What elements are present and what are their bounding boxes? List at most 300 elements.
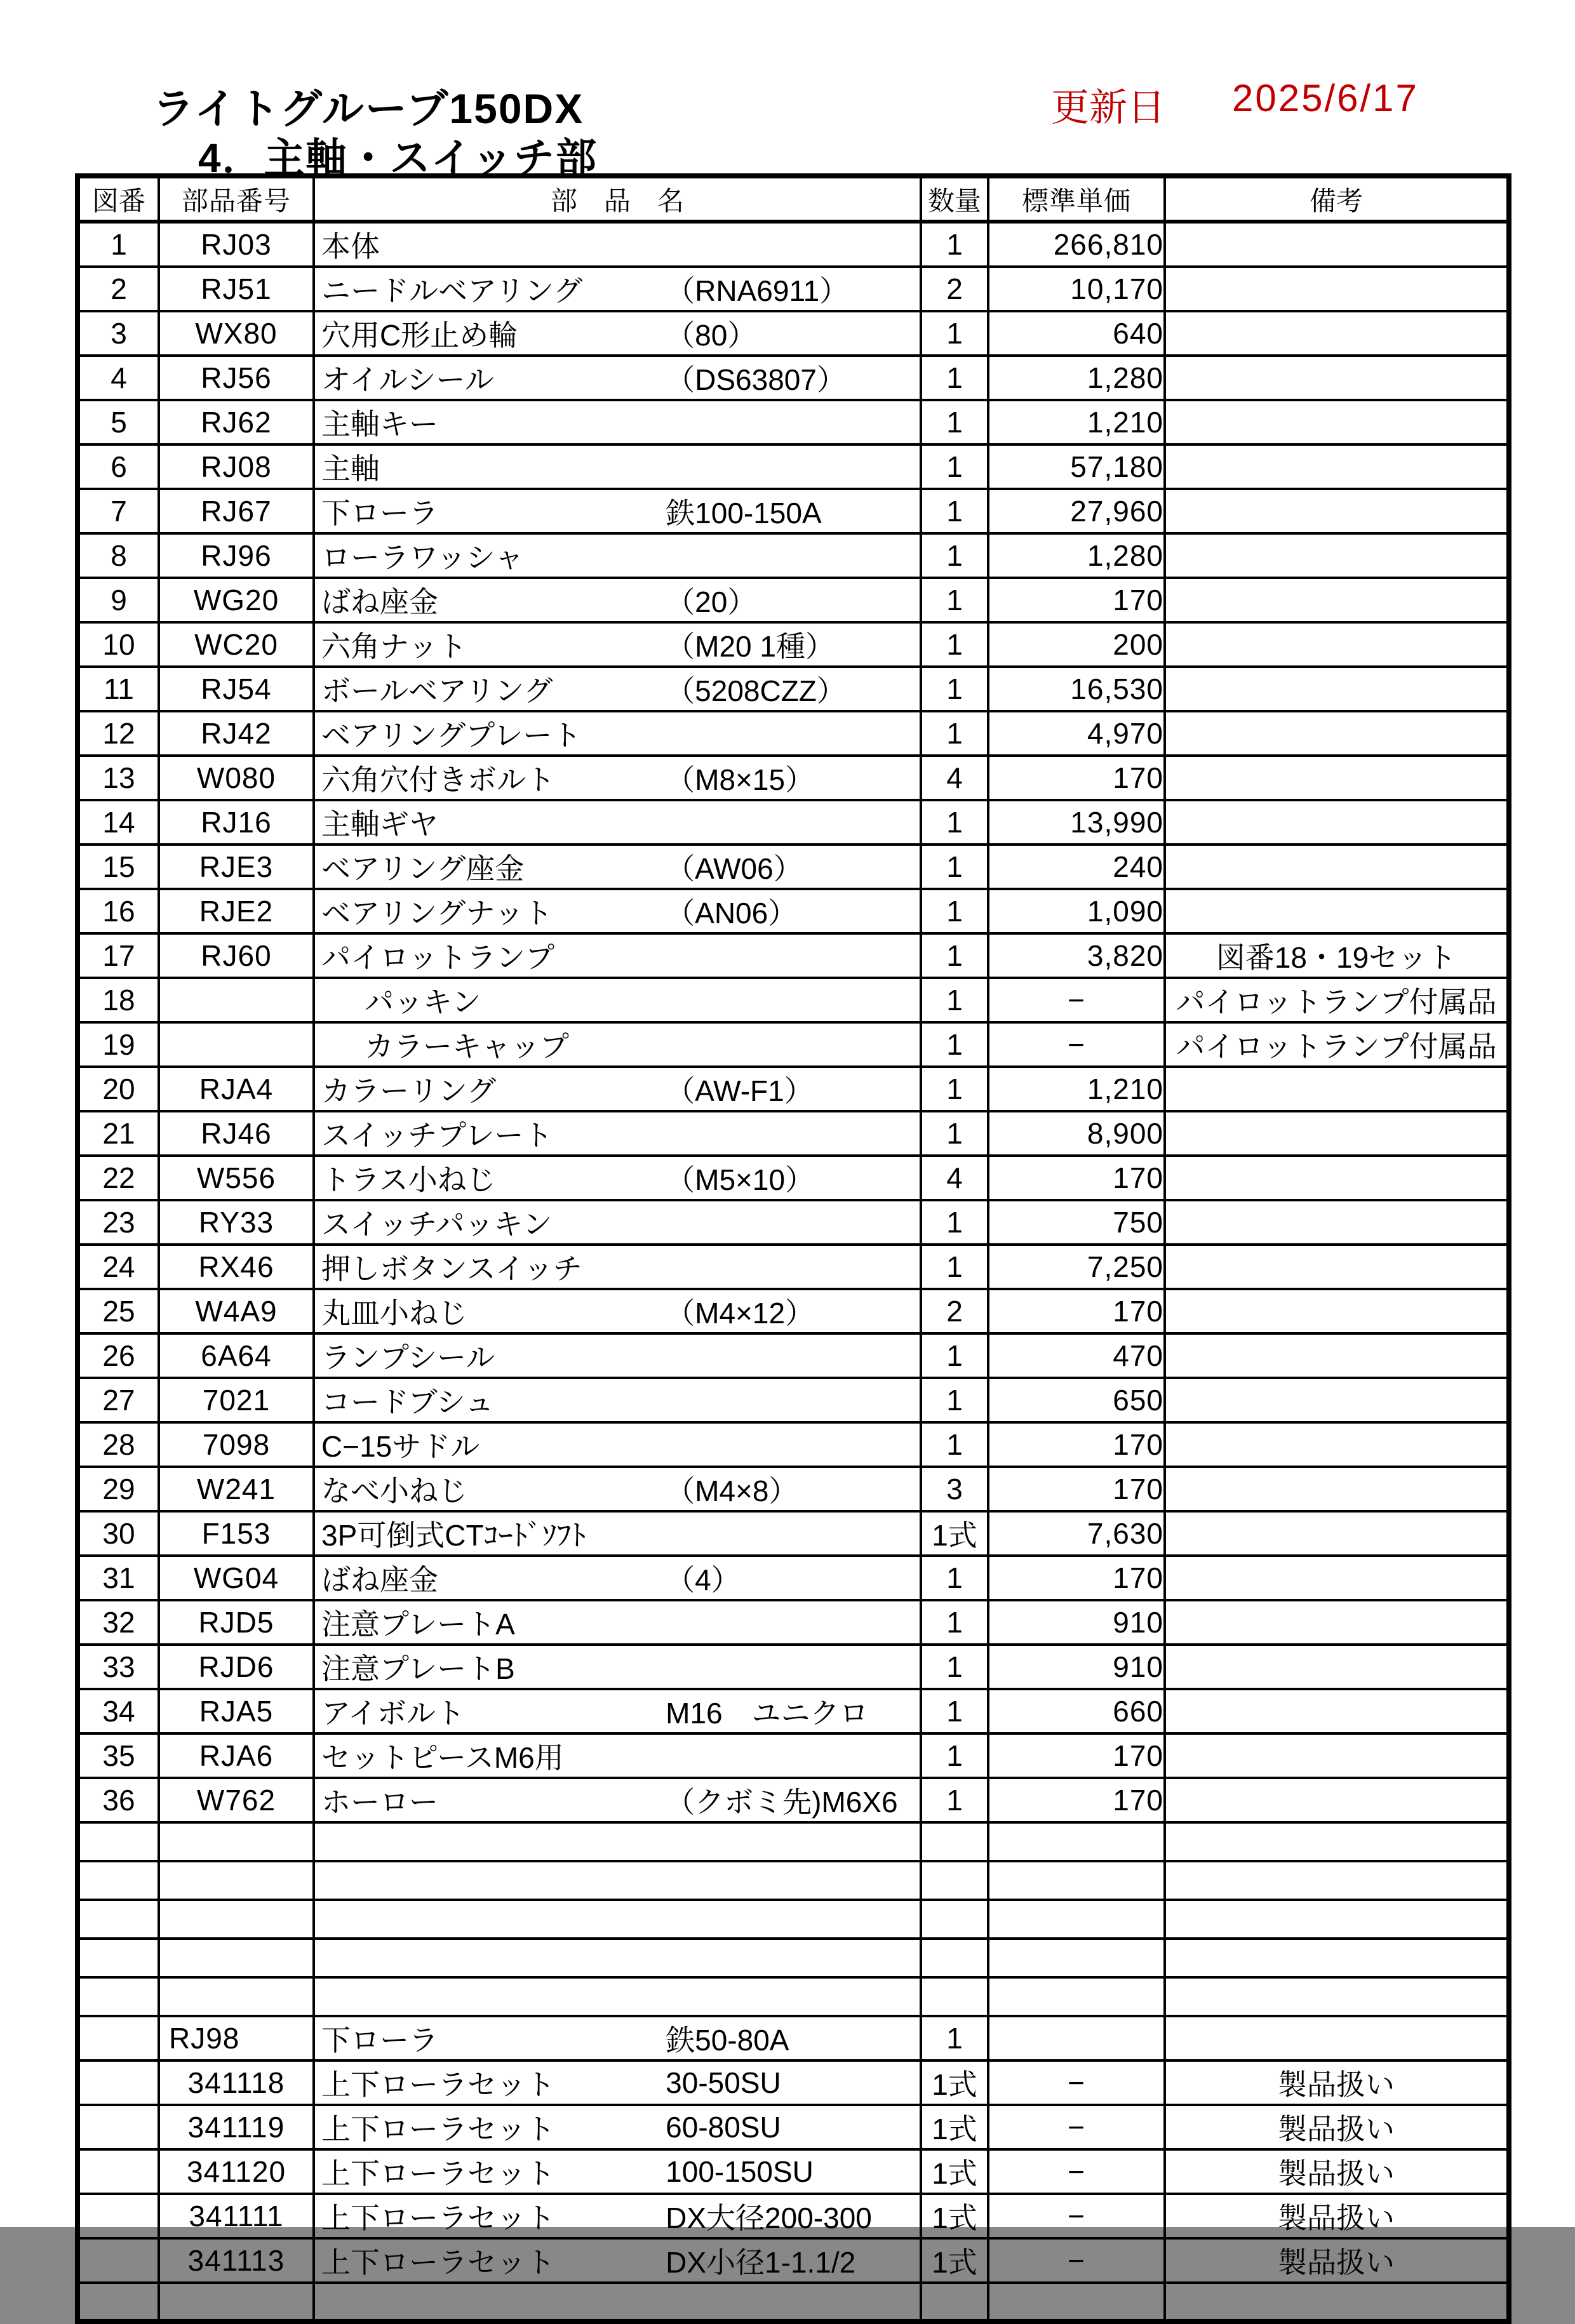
- fig-no-cell: [77, 2194, 159, 2238]
- price-cell: 170: [988, 578, 1165, 622]
- qty-cell: 1: [921, 933, 988, 978]
- remarks-cell: [1165, 667, 1509, 711]
- part-name-cell: 上下ローラセット 100-150SU: [314, 2149, 921, 2194]
- price-cell: −: [988, 2149, 1165, 2194]
- part-name-cell: ばね座金 （20）: [314, 578, 921, 622]
- part-no-cell: 7021: [159, 1378, 314, 1422]
- qty-cell: 1: [921, 1111, 988, 1156]
- part-name-cell: 穴用C形止め輪 （80）: [314, 311, 921, 356]
- part-no-cell: RJ54: [159, 667, 314, 711]
- part-name-cell: C−15サドル: [314, 1422, 921, 1467]
- qty-cell: 1: [921, 1556, 988, 1600]
- part-name-cell: 下ローラ 鉄100-150A: [314, 489, 921, 533]
- fig-no-cell: 3: [77, 311, 159, 356]
- price-cell: −: [988, 978, 1165, 1022]
- remarks-cell: 製品扱い: [1165, 2194, 1509, 2238]
- qty-cell: [921, 1822, 988, 1861]
- part-name-cell: セットピースM6用: [314, 1733, 921, 1778]
- part-no-cell: RJ98: [159, 2016, 314, 2060]
- table-row: [77, 311, 1509, 356]
- qty-cell: 1: [921, 1200, 988, 1245]
- part-name-cell: ベアリングナット （AN06）: [314, 889, 921, 933]
- price-cell: 13,990: [988, 800, 1165, 845]
- qty-cell: 3: [921, 1467, 988, 1511]
- part-name-cell: ニードルベアリング （RNA6911）: [314, 267, 921, 311]
- remarks-cell: [1165, 1289, 1509, 1333]
- fig-no-cell: 36: [77, 1778, 159, 1822]
- part-no-cell: RJ08: [159, 444, 314, 489]
- header-fig-no: 図番: [77, 176, 159, 222]
- price-cell: 170: [988, 1467, 1165, 1511]
- fig-no-cell: [77, 2016, 159, 2060]
- part-name-cell: スイッチプレート: [314, 1111, 921, 1156]
- qty-cell: 1: [921, 2016, 988, 2060]
- part-name-cell: トラス小ねじ （M5×10）: [314, 1156, 921, 1200]
- fig-no-cell: 11: [77, 667, 159, 711]
- qty-cell: 1式: [921, 2238, 988, 2283]
- price-cell: 3,820: [988, 933, 1165, 978]
- table-row: [77, 1378, 1509, 1422]
- part-no-cell: [159, 1022, 314, 1067]
- part-name-cell: 上下ローラセット 60-80SU: [314, 2105, 921, 2149]
- fig-no-cell: 31: [77, 1556, 159, 1600]
- remarks-cell: 製品扱い: [1165, 2149, 1509, 2194]
- qty-cell: 1: [921, 800, 988, 845]
- fig-no-cell: 12: [77, 711, 159, 756]
- table-row: [77, 1333, 1509, 1378]
- price-cell: 4,970: [988, 711, 1165, 756]
- price-cell: −: [988, 2238, 1165, 2283]
- remarks-cell: [1165, 1333, 1509, 1378]
- part-name-cell: 六角ナット （M20 1種）: [314, 622, 921, 667]
- part-no-cell: W4A9: [159, 1289, 314, 1333]
- qty-cell: 1: [921, 489, 988, 533]
- part-name-cell: 注意プレートB: [314, 1645, 921, 1689]
- fig-no-cell: 14: [77, 800, 159, 845]
- part-no-cell: W762: [159, 1778, 314, 1822]
- qty-cell: 1: [921, 311, 988, 356]
- remarks-cell: [1165, 2283, 1509, 2321]
- table-row: [77, 1900, 1509, 1939]
- fig-no-cell: 26: [77, 1333, 159, 1378]
- part-no-cell: RJ60: [159, 933, 314, 978]
- part-name-cell: [314, 1977, 921, 2016]
- qty-cell: 1: [921, 1778, 988, 1822]
- price-cell: 640: [988, 311, 1165, 356]
- qty-cell: 1: [921, 1600, 988, 1645]
- table-row: [77, 2105, 1509, 2149]
- table-row: [77, 800, 1509, 845]
- fig-no-cell: [77, 1822, 159, 1861]
- remarks-cell: パイロットランプ付属品: [1165, 1022, 1509, 1067]
- price-cell: 1,090: [988, 889, 1165, 933]
- part-no-cell: W080: [159, 756, 314, 800]
- part-name-cell: コードブシュ: [314, 1378, 921, 1422]
- part-no-cell: RJ51: [159, 267, 314, 311]
- table-row: [77, 2060, 1509, 2105]
- qty-cell: 1: [921, 889, 988, 933]
- part-name-cell: なべ小ねじ （M4×8）: [314, 1467, 921, 1511]
- part-name-cell: 下ローラ 鉄50-80A: [314, 2016, 921, 2060]
- part-no-cell: WC20: [159, 622, 314, 667]
- table-row: [77, 1733, 1509, 1778]
- part-name-cell: ランプシール: [314, 1333, 921, 1378]
- remarks-cell: [1165, 1861, 1509, 1900]
- price-cell: 910: [988, 1645, 1165, 1689]
- qty-cell: 1: [921, 1067, 988, 1111]
- price-cell: 240: [988, 845, 1165, 889]
- table-row: [77, 2149, 1509, 2194]
- qty-cell: 1式: [921, 2105, 988, 2149]
- table-row: [77, 2238, 1509, 2283]
- part-name-cell: 注意プレートA: [314, 1600, 921, 1645]
- table-row: [77, 1600, 1509, 1645]
- price-cell: 7,630: [988, 1511, 1165, 1556]
- remarks-cell: [1165, 267, 1509, 311]
- part-name-cell: ばね座金 （4）: [314, 1556, 921, 1600]
- table-row: [77, 222, 1509, 267]
- remarks-cell: [1165, 400, 1509, 444]
- table-row: [77, 1111, 1509, 1156]
- remarks-cell: 図番18・19セット: [1165, 933, 1509, 978]
- part-no-cell: WX80: [159, 311, 314, 356]
- table-row: [77, 1289, 1509, 1333]
- part-no-cell: WG04: [159, 1556, 314, 1600]
- qty-cell: 1: [921, 1378, 988, 1422]
- part-no-cell: RJ56: [159, 356, 314, 400]
- table-row: [77, 756, 1509, 800]
- remarks-cell: [1165, 444, 1509, 489]
- price-cell: 1,210: [988, 400, 1165, 444]
- fig-no-cell: 28: [77, 1422, 159, 1467]
- table-row: [77, 1822, 1509, 1861]
- fig-no-cell: 29: [77, 1467, 159, 1511]
- remarks-cell: [1165, 1689, 1509, 1733]
- part-name-cell: 上下ローラセット 30-50SU: [314, 2060, 921, 2105]
- price-cell: [988, 2283, 1165, 2321]
- qty-cell: 1: [921, 1645, 988, 1689]
- price-cell: [988, 1861, 1165, 1900]
- remarks-cell: [1165, 845, 1509, 889]
- part-name-cell: パッキン: [314, 978, 921, 1022]
- fig-no-cell: [77, 2060, 159, 2105]
- price-cell: 750: [988, 1200, 1165, 1245]
- price-cell: [988, 1939, 1165, 1977]
- table-row: [77, 489, 1509, 533]
- remarks-cell: [1165, 1111, 1509, 1156]
- price-cell: 1,280: [988, 356, 1165, 400]
- table-row: [77, 1778, 1509, 1822]
- remarks-cell: 製品扱い: [1165, 2238, 1509, 2283]
- remarks-cell: [1165, 489, 1509, 533]
- fig-no-cell: [77, 1900, 159, 1939]
- table-row: [77, 933, 1509, 978]
- qty-cell: 2: [921, 1289, 988, 1333]
- part-name-cell: アイボルト M16 ユニクロ: [314, 1689, 921, 1733]
- part-no-cell: RX46: [159, 1245, 314, 1289]
- qty-cell: 1: [921, 1333, 988, 1378]
- table-row: [77, 1689, 1509, 1733]
- part-name-cell: [314, 1861, 921, 1900]
- fig-no-cell: 17: [77, 933, 159, 978]
- qty-cell: 1: [921, 356, 988, 400]
- part-no-cell: RJE2: [159, 889, 314, 933]
- part-name-cell: [314, 1939, 921, 1977]
- header-remarks: 備考: [1165, 176, 1509, 222]
- price-cell: 650: [988, 1378, 1165, 1422]
- table-row: [77, 1977, 1509, 2016]
- part-no-cell: RJ67: [159, 489, 314, 533]
- remarks-cell: パイロットランプ付属品: [1165, 978, 1509, 1022]
- price-cell: 1,280: [988, 533, 1165, 578]
- remarks-cell: [1165, 1245, 1509, 1289]
- part-name-cell: [314, 2283, 921, 2321]
- table-row: [77, 2283, 1509, 2321]
- table-row: [77, 1200, 1509, 1245]
- price-cell: [988, 2016, 1165, 2060]
- remarks-cell: [1165, 800, 1509, 845]
- remarks-cell: [1165, 1900, 1509, 1939]
- fig-no-cell: 5: [77, 400, 159, 444]
- table-row: [77, 1245, 1509, 1289]
- remarks-cell: [1165, 1977, 1509, 2016]
- qty-cell: [921, 1900, 988, 1939]
- part-no-cell: [159, 1977, 314, 2016]
- qty-cell: 1: [921, 1689, 988, 1733]
- fig-no-cell: 33: [77, 1645, 159, 1689]
- part-name-cell: 上下ローラセット DX小径1-1.1/2: [314, 2238, 921, 2283]
- qty-cell: 1: [921, 1245, 988, 1289]
- part-no-cell: 6A64: [159, 1333, 314, 1378]
- fig-no-cell: 27: [77, 1378, 159, 1422]
- part-no-cell: [159, 2283, 314, 2321]
- part-no-cell: RJA6: [159, 1733, 314, 1778]
- fig-no-cell: 6: [77, 444, 159, 489]
- fig-no-cell: [77, 2283, 159, 2321]
- price-cell: 200: [988, 622, 1165, 667]
- page-title: ライトグルーブ150DX: [152, 85, 584, 132]
- part-no-cell: F153: [159, 1511, 314, 1556]
- fig-no-cell: 8: [77, 533, 159, 578]
- part-no-cell: RJ03: [159, 222, 314, 267]
- price-cell: 910: [988, 1600, 1165, 1645]
- price-cell: −: [988, 2060, 1165, 2105]
- fig-no-cell: [77, 2238, 159, 2283]
- part-name-cell: [314, 1822, 921, 1861]
- table-row: [77, 1861, 1509, 1900]
- part-name-cell: ベアリングプレート: [314, 711, 921, 756]
- part-name-cell: 主軸キー: [314, 400, 921, 444]
- price-cell: 170: [988, 1289, 1165, 1333]
- fig-no-cell: 35: [77, 1733, 159, 1778]
- price-cell: 170: [988, 1778, 1165, 1822]
- fig-no-cell: 9: [77, 578, 159, 622]
- price-cell: 170: [988, 1156, 1165, 1200]
- qty-cell: 1: [921, 578, 988, 622]
- fig-no-cell: 21: [77, 1111, 159, 1156]
- part-name-cell: 本体: [314, 222, 921, 267]
- price-cell: 660: [988, 1689, 1165, 1733]
- remarks-cell: [1165, 756, 1509, 800]
- price-cell: [988, 1977, 1165, 2016]
- qty-cell: 1: [921, 845, 988, 889]
- qty-cell: [921, 1977, 988, 2016]
- part-name-cell: パイロットランプ: [314, 933, 921, 978]
- qty-cell: 4: [921, 1156, 988, 1200]
- fig-no-cell: 20: [77, 1067, 159, 1111]
- qty-cell: 1式: [921, 2194, 988, 2238]
- table-row: [77, 578, 1509, 622]
- part-name-cell: ホーロー （クボミ先)M6X6: [314, 1778, 921, 1822]
- table-row: [77, 356, 1509, 400]
- remarks-cell: [1165, 356, 1509, 400]
- part-no-cell: RJA5: [159, 1689, 314, 1733]
- part-name-cell: スイッチパッキン: [314, 1200, 921, 1245]
- table-row: [77, 1556, 1509, 1600]
- price-cell: 7,250: [988, 1245, 1165, 1289]
- qty-cell: 1: [921, 400, 988, 444]
- fig-no-cell: [77, 2105, 159, 2149]
- remarks-cell: [1165, 1511, 1509, 1556]
- part-no-cell: RY33: [159, 1200, 314, 1245]
- fig-no-cell: [77, 1939, 159, 1977]
- price-cell: 1,210: [988, 1067, 1165, 1111]
- part-no-cell: RJ42: [159, 711, 314, 756]
- qty-cell: 1式: [921, 2149, 988, 2194]
- remarks-cell: [1165, 1422, 1509, 1467]
- table-row: [77, 622, 1509, 667]
- remarks-cell: [1165, 1822, 1509, 1861]
- part-no-cell: 341118: [159, 2060, 314, 2105]
- part-no-cell: RJD6: [159, 1645, 314, 1689]
- part-no-cell: [159, 1900, 314, 1939]
- header-part-no: 部品番号: [159, 176, 314, 222]
- part-no-cell: 341119: [159, 2105, 314, 2149]
- part-name-cell: 上下ローラセット DX大径200-300: [314, 2194, 921, 2238]
- part-no-cell: RJ96: [159, 533, 314, 578]
- qty-cell: 1式: [921, 1511, 988, 1556]
- remarks-cell: [1165, 222, 1509, 267]
- table-row: [77, 1067, 1509, 1111]
- price-cell: [988, 1900, 1165, 1939]
- part-name-cell: 3P可倒式CTｺｰﾄﾞｿﾌﾄ: [314, 1511, 921, 1556]
- header-part-name: 部 品 名: [314, 176, 921, 222]
- remarks-cell: [1165, 533, 1509, 578]
- price-cell: 170: [988, 1422, 1165, 1467]
- remarks-cell: [1165, 1156, 1509, 1200]
- header-price: 標準単価: [988, 176, 1165, 222]
- fig-no-cell: 19: [77, 1022, 159, 1067]
- fig-no-cell: 34: [77, 1689, 159, 1733]
- page-subtitle: 4．主軸・スイッチ部: [198, 135, 598, 181]
- remarks-cell: [1165, 1778, 1509, 1822]
- fig-no-cell: 15: [77, 845, 159, 889]
- table-row: [77, 1467, 1509, 1511]
- fig-no-cell: 1: [77, 222, 159, 267]
- part-name-cell: オイルシール （DS63807）: [314, 356, 921, 400]
- part-name-cell: 主軸: [314, 444, 921, 489]
- remarks-cell: [1165, 311, 1509, 356]
- fig-no-cell: [77, 2149, 159, 2194]
- table-row: [77, 1156, 1509, 1200]
- fig-no-cell: 13: [77, 756, 159, 800]
- table-row: [77, 889, 1509, 933]
- fig-no-cell: 16: [77, 889, 159, 933]
- table-row: [77, 1645, 1509, 1689]
- remarks-cell: 製品扱い: [1165, 2105, 1509, 2149]
- qty-cell: 1: [921, 533, 988, 578]
- qty-cell: 2: [921, 267, 988, 311]
- part-no-cell: RJD5: [159, 1600, 314, 1645]
- fig-no-cell: 23: [77, 1200, 159, 1245]
- part-name-cell: 丸皿小ねじ （M4×12）: [314, 1289, 921, 1333]
- table-row: [77, 845, 1509, 889]
- table-row: [77, 978, 1509, 1022]
- fig-no-cell: 32: [77, 1600, 159, 1645]
- price-cell: 266,810: [988, 222, 1165, 267]
- part-no-cell: W556: [159, 1156, 314, 1200]
- remarks-cell: [1165, 889, 1509, 933]
- part-no-cell: [159, 1822, 314, 1861]
- part-no-cell: WG20: [159, 578, 314, 622]
- part-no-cell: RJ62: [159, 400, 314, 444]
- qty-cell: 1: [921, 711, 988, 756]
- part-no-cell: W241: [159, 1467, 314, 1511]
- table-row: [77, 400, 1509, 444]
- part-no-cell: RJE3: [159, 845, 314, 889]
- remarks-cell: [1165, 1200, 1509, 1245]
- qty-cell: [921, 1939, 988, 1977]
- remarks-cell: [1165, 1645, 1509, 1689]
- remarks-cell: [1165, 622, 1509, 667]
- table-row: [77, 1022, 1509, 1067]
- qty-cell: 1: [921, 622, 988, 667]
- part-no-cell: RJ46: [159, 1111, 314, 1156]
- parts-table: [75, 173, 1511, 2324]
- price-cell: 470: [988, 1333, 1165, 1378]
- part-name-cell: ボールベアリング （5208CZZ）: [314, 667, 921, 711]
- fig-no-cell: [77, 1977, 159, 2016]
- remarks-cell: [1165, 711, 1509, 756]
- remarks-cell: [1165, 1600, 1509, 1645]
- part-name-cell: 押しボタンスイッチ: [314, 1245, 921, 1289]
- table-row: [77, 1422, 1509, 1467]
- part-name-cell: ベアリング座金 （AW06）: [314, 845, 921, 889]
- fig-no-cell: 30: [77, 1511, 159, 1556]
- remarks-cell: [1165, 1378, 1509, 1422]
- table-row: [77, 667, 1509, 711]
- part-no-cell: 341113: [159, 2238, 314, 2283]
- table-row: [77, 2194, 1509, 2238]
- remarks-cell: [1165, 1556, 1509, 1600]
- qty-cell: 1: [921, 222, 988, 267]
- qty-cell: 1: [921, 1733, 988, 1778]
- table-row: [77, 267, 1509, 311]
- table-row: [77, 533, 1509, 578]
- part-no-cell: [159, 1861, 314, 1900]
- qty-cell: 1式: [921, 2060, 988, 2105]
- table-row: [77, 444, 1509, 489]
- part-name-cell: [314, 1900, 921, 1939]
- fig-no-cell: 10: [77, 622, 159, 667]
- fig-no-cell: 4: [77, 356, 159, 400]
- table-row: [77, 1511, 1509, 1556]
- part-no-cell: [159, 1939, 314, 1977]
- price-cell: 170: [988, 1556, 1165, 1600]
- qty-cell: 1: [921, 444, 988, 489]
- part-no-cell: RJA4: [159, 1067, 314, 1111]
- fig-no-cell: 7: [77, 489, 159, 533]
